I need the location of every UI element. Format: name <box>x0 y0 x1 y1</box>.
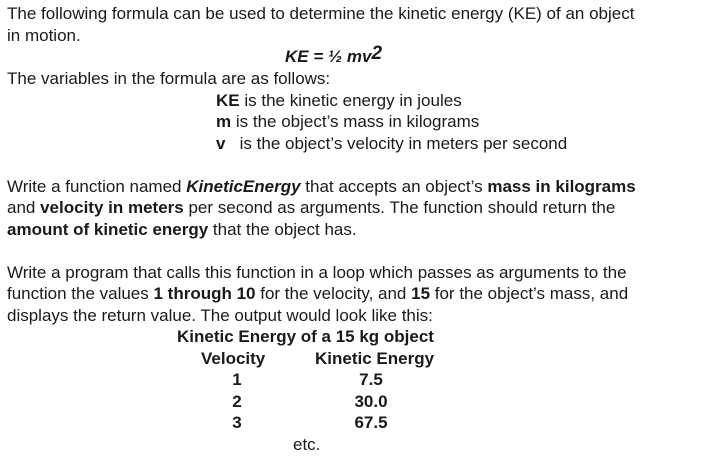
intro-line-2: in motion. <box>7 25 81 45</box>
variable-description: is the kinetic energy in joules <box>239 90 462 110</box>
table-cell-kinetic-energy: 7.5 <box>359 370 383 389</box>
column-header-velocity: Velocity <box>201 348 266 368</box>
table-title: Kinetic Energy of a 15 kg object <box>177 327 434 346</box>
paragraph-program-line-1: Write a program that calls this function in a loop which passes as arguments to the <box>7 262 627 282</box>
bold-amount: amount of kinetic energy <box>7 219 209 239</box>
column-header-kinetic-energy: Kinetic Energy <box>315 348 435 368</box>
formula <box>285 43 719 68</box>
paragraph-program-line-3: displays the return value. The output would look like this: <box>7 305 433 325</box>
variables-intro: The variables in the formula are as follows: <box>7 69 331 88</box>
text-segment: for the object’s mass, and <box>430 284 629 303</box>
variable-symbol: KE <box>216 90 240 110</box>
text-segment: that the object has. <box>208 219 357 239</box>
table-cell-velocity: 2 <box>232 391 242 411</box>
intro-line-1: The following formula can be used to determine the kinetic energy (KE) of an object <box>7 4 635 23</box>
paragraph-function-line-1 <box>7 176 719 198</box>
table-etc: etc. <box>293 434 321 454</box>
variable-row <box>216 90 719 112</box>
text-segment: that accepts an object’s <box>300 176 488 196</box>
formula-lhs: KE <box>285 47 309 66</box>
text-segment: function the values <box>7 284 154 303</box>
table-cell-velocity: 1 <box>232 370 242 389</box>
paragraph-function-line-3 <box>7 219 719 241</box>
output-table <box>7 326 719 454</box>
variable-description: is the object’s velocity in meters per second <box>225 133 568 153</box>
table-cell-kinetic-energy: 67.5 <box>354 413 388 432</box>
formula-rhs: = ½ mv <box>308 47 372 66</box>
document-body <box>7 3 719 454</box>
text-segment: Write a function named <box>7 176 187 196</box>
paragraph-function-line-2 <box>7 197 719 219</box>
formula-exponent: 2 <box>371 43 383 64</box>
table-cell-kinetic-energy: 30.0 <box>354 391 388 411</box>
variable-row <box>216 133 719 155</box>
text-segment: and <box>7 198 41 217</box>
variable-description: is the object’s mass in kilograms <box>231 112 480 131</box>
bold-mass-value: 15 <box>411 284 431 303</box>
variables-list <box>216 90 719 155</box>
bold-velocity: velocity in meters <box>40 198 184 217</box>
bold-range: 1 through 10 <box>153 284 256 303</box>
text-segment: for the velocity, and <box>255 284 412 303</box>
variable-symbol: m <box>216 112 232 131</box>
variable-row <box>216 111 719 133</box>
variable-symbol: v <box>216 133 226 153</box>
text-segment: per second as arguments. The function should return the <box>183 198 616 217</box>
function-name: KineticEnergy <box>186 176 301 196</box>
bold-mass: mass in kilograms <box>487 176 636 196</box>
paragraph-program-line-2 <box>7 283 719 305</box>
table-cell-velocity: 3 <box>232 413 242 432</box>
